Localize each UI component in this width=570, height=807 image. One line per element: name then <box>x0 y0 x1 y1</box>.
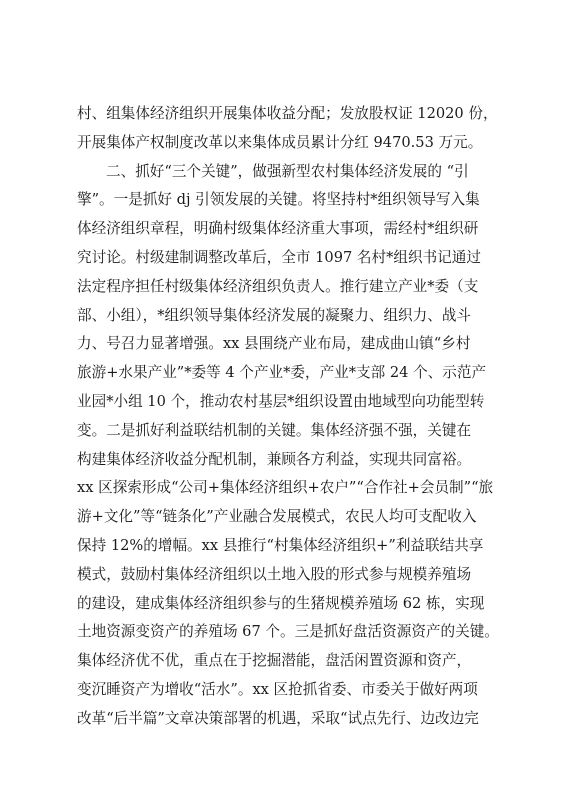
section-heading-line: 二、抓好“三个关键”，做强新型农村集体经济发展的 “引 <box>106 162 469 180</box>
text-line: 模式，鼓励村集体经济组织以土地入股的形式参与规模养殖场 <box>77 565 472 583</box>
text-line: 部、小组），*组织领导集体经济发展的凝聚力、组织力、战斗 <box>77 306 472 324</box>
body-text <box>77 100 497 734</box>
text-line: 旅游+水果产业”*委等 4 个产业*委，产业*支部 24 个、示范产 <box>77 364 487 382</box>
text-line: 变。二是抓好利益联结机制的关键。集体经济强不强，关键在 <box>77 421 472 439</box>
text-line: 擎”。一是抓好 dj 引领发展的关键。将坚持村*组织领导写入集 <box>77 191 480 209</box>
text-line: 力、号召力显著增强。xx 县围绕产业布局，建成曲山镇“乡村 <box>77 335 471 353</box>
text-line: 土地资源变资产的养殖场 67 个。三是抓好盘活资源资产的关键。 <box>77 623 499 641</box>
text-line: 法定程序担任村级集体经济组织负责人。推行建立产业*委（支 <box>77 277 479 295</box>
text-line: 改革“后半篇”文章决策部署的机遇，采取“试点先行、边改边完 <box>77 709 479 727</box>
text-line: 业园*小组 10 个，推动农村基层*组织设置由地域型向功能型转 <box>77 392 485 410</box>
text-line: 开展集体产权制度改革以来集体成员累计分红 9470.53 万元。 <box>77 133 483 151</box>
text-line: 保持 12%的增幅。xx 县推行“村集体经济组织+”利益联结共享 <box>77 536 484 554</box>
text-line: 集体经济优不优，重点在于挖掘潜能，盘活闲置资源和资产， <box>77 652 472 670</box>
text-line: 构建集体经济收益分配机制，兼顾各方利益，实现共同富裕。 <box>77 450 472 468</box>
text-line: 游+文化”等“链条化”产业融合发展模式，农民人均可支配收入 <box>77 508 477 526</box>
text-line: xx 区探索形成“公司+集体经济组织+农户”“合作社+会员制”“旅 <box>77 479 494 497</box>
text-line: 究讨论。村级建制调整改革后，全市 1097 名村*组织书记通过 <box>77 248 481 266</box>
text-line: 体经济组织章程，明确村级集体经济重大事项，需经村*组织研 <box>77 220 479 238</box>
text-line: 变沉睡资产为增收“活水”。xx 区抢抓省委、市委关于做好两项 <box>77 680 478 698</box>
text-line: 的建设，建成集体经济组织参与的生猪规模养殖场 62 栋，实现 <box>77 594 485 612</box>
text-line: 村、组集体经济组织开展集体收益分配；发放股权证 12020 份， <box>77 105 498 122</box>
